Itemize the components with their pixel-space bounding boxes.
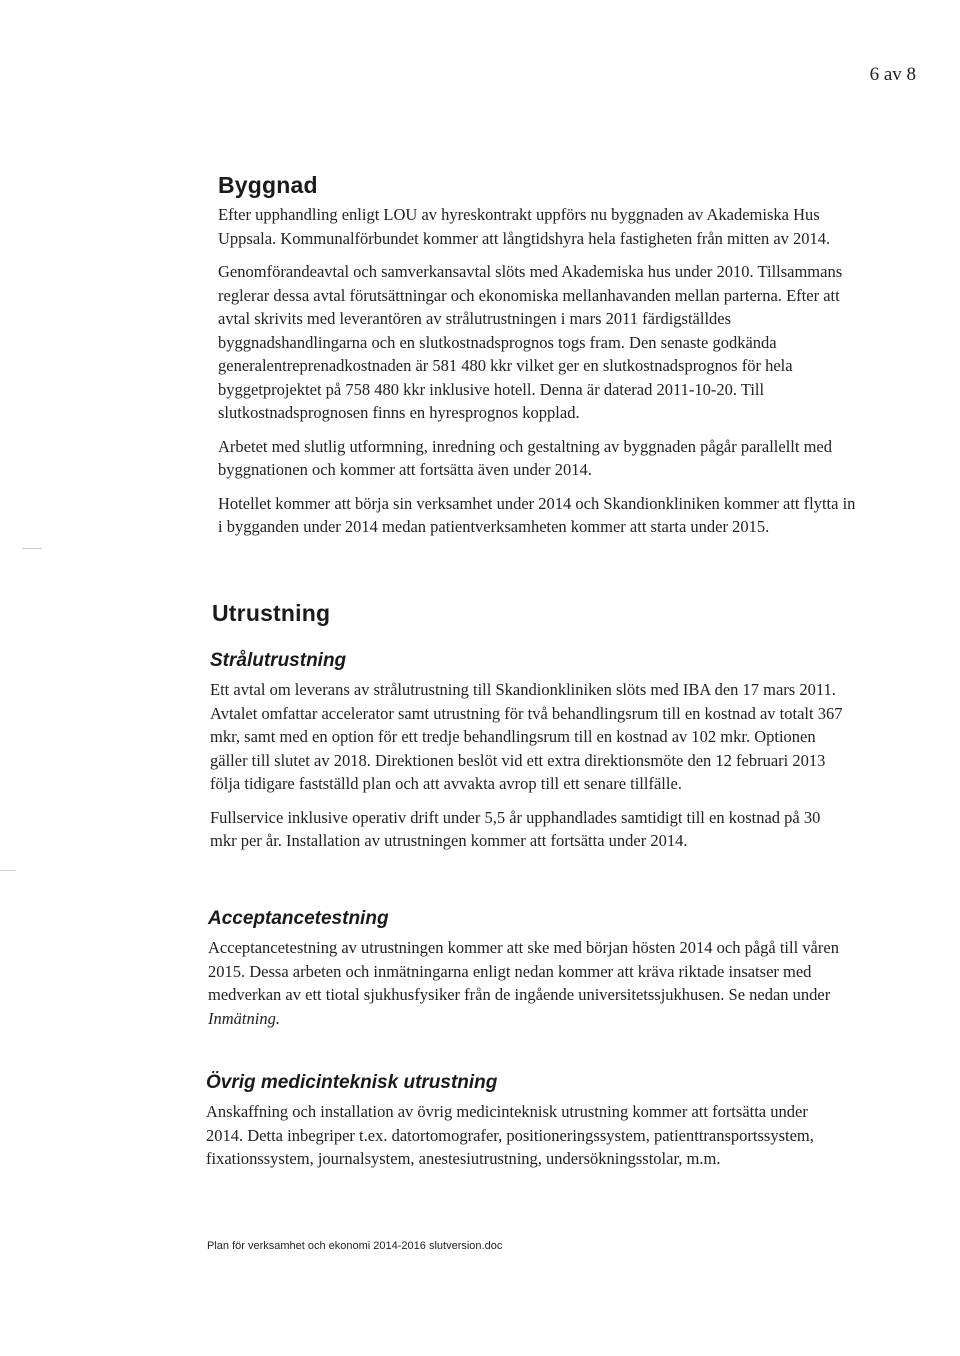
paragraph <box>208 936 848 1030</box>
section-byggnad <box>218 172 858 539</box>
margin-mark <box>0 870 16 871</box>
paragraph: Ett avtal om leverans av strålutrustning till Skandionkliniken slöts med IBA den 17 mars 2011. Avtalet omfattar accelerator samt utrustning för två behandlingsrum till en kostnad av totalt 367 mkr, samt med en option för ett tredje behandlingsrum till en kostnad av 102 mkr. Optionen gäller till slutet av 2018. Direktionen beslöt vid ett extra direktionsmöte den 12 februari 2013 följa tidigare fastställd plan och att avvakta avrop till ett senare tillfälle. <box>210 680 843 793</box>
section-title: Byggnad <box>218 172 318 198</box>
section-utrustning <box>212 600 330 627</box>
margin-mark <box>22 548 42 549</box>
page-number: 6 av 8 <box>869 64 916 85</box>
paragraph: Fullservice inklusive operativ drift under 5,5 år upphandlades samtidigt till en kostnad på 30 mkr per år. Installation av utrustningen kommer att fortsätta under 2014. <box>210 807 821 850</box>
paragraph: Anskaffning och installation av övrig medicinteknisk utrustning kommer att fortsätta under 2014. Detta inbegriper t.ex. datortomografer, positioneringssystem, patienttransportssystem, fixationssystem, journalsystem, anestesiutrustning, undersökningsstolar, m.m. <box>206 1102 814 1168</box>
section-title: Utrustning <box>212 600 331 626</box>
section-acceptancetestning <box>208 908 848 1030</box>
subsection-title: Övrig medicinteknisk utrustning <box>206 1072 498 1093</box>
paragraph: Arbetet med slutlig utformning, inredning och gestaltning av byggnaden pågår parallellt med byggnationen och kommer att fortsätta även under 2014. <box>218 436 833 479</box>
paragraph: Genomförandeavtal och samverkansavtal slöts med Akademiska hus under 2010. Tillsammans reglerar dessa avtal förutsättningar och ekonomiska mellanhavanden mellan parterna. Efter att avtal skrivits med leverantören av strålutrustningen i mars 2011 färdigställdes byggnadshandlingarna och en slutkostnadsprognos togs fram. Den senaste godkända generalentreprenadkostnaden är 581 480 kkr vilket ger en slutkostnadsprognos för hela byggetprojektet på 758 480 kkr inklusive hotell. Denna är daterad 2011-10-20. Till slutkostnadsprognosen finns en hyresprognos kopplad. <box>218 262 843 422</box>
subsection-title: Acceptancetestning <box>208 908 389 929</box>
reference-link-text: Inmätning. <box>208 1008 280 1028</box>
paragraph: Hotellet kommer att börja sin verksamhet under 2014 och Skandionkliniken kommer att flytta in i bygganden under 2014 medan patientverksamheten kommer att starta under 2015. <box>218 493 856 536</box>
paragraph-text: Acceptancetestning av utrustningen kommer att ske med början hösten 2014 och pågå till våren 2015. Dessa arbeten och inmätningarna enligt nedan kommer att kräva riktade insatser med medverkan av ett tiotal sjukhusfysiker från de ingående universitetssjukhusen. Se nedan under <box>208 938 839 1004</box>
footer-filename: Plan för verksamhet och ekonomi 2014-2016 slutversion.doc <box>207 1240 503 1252</box>
section-ovrig <box>206 1072 846 1171</box>
paragraph: Efter upphandling enligt LOU av hyreskontrakt uppförs nu byggnaden av Akademiska Hus Uppsala. Kommunalförbundet kommer att långtidshyra hela fastigheten från mitten av 2014. <box>218 205 831 248</box>
section-stralutrustning <box>210 650 850 853</box>
subsection-title: Strålutrustning <box>210 650 347 671</box>
